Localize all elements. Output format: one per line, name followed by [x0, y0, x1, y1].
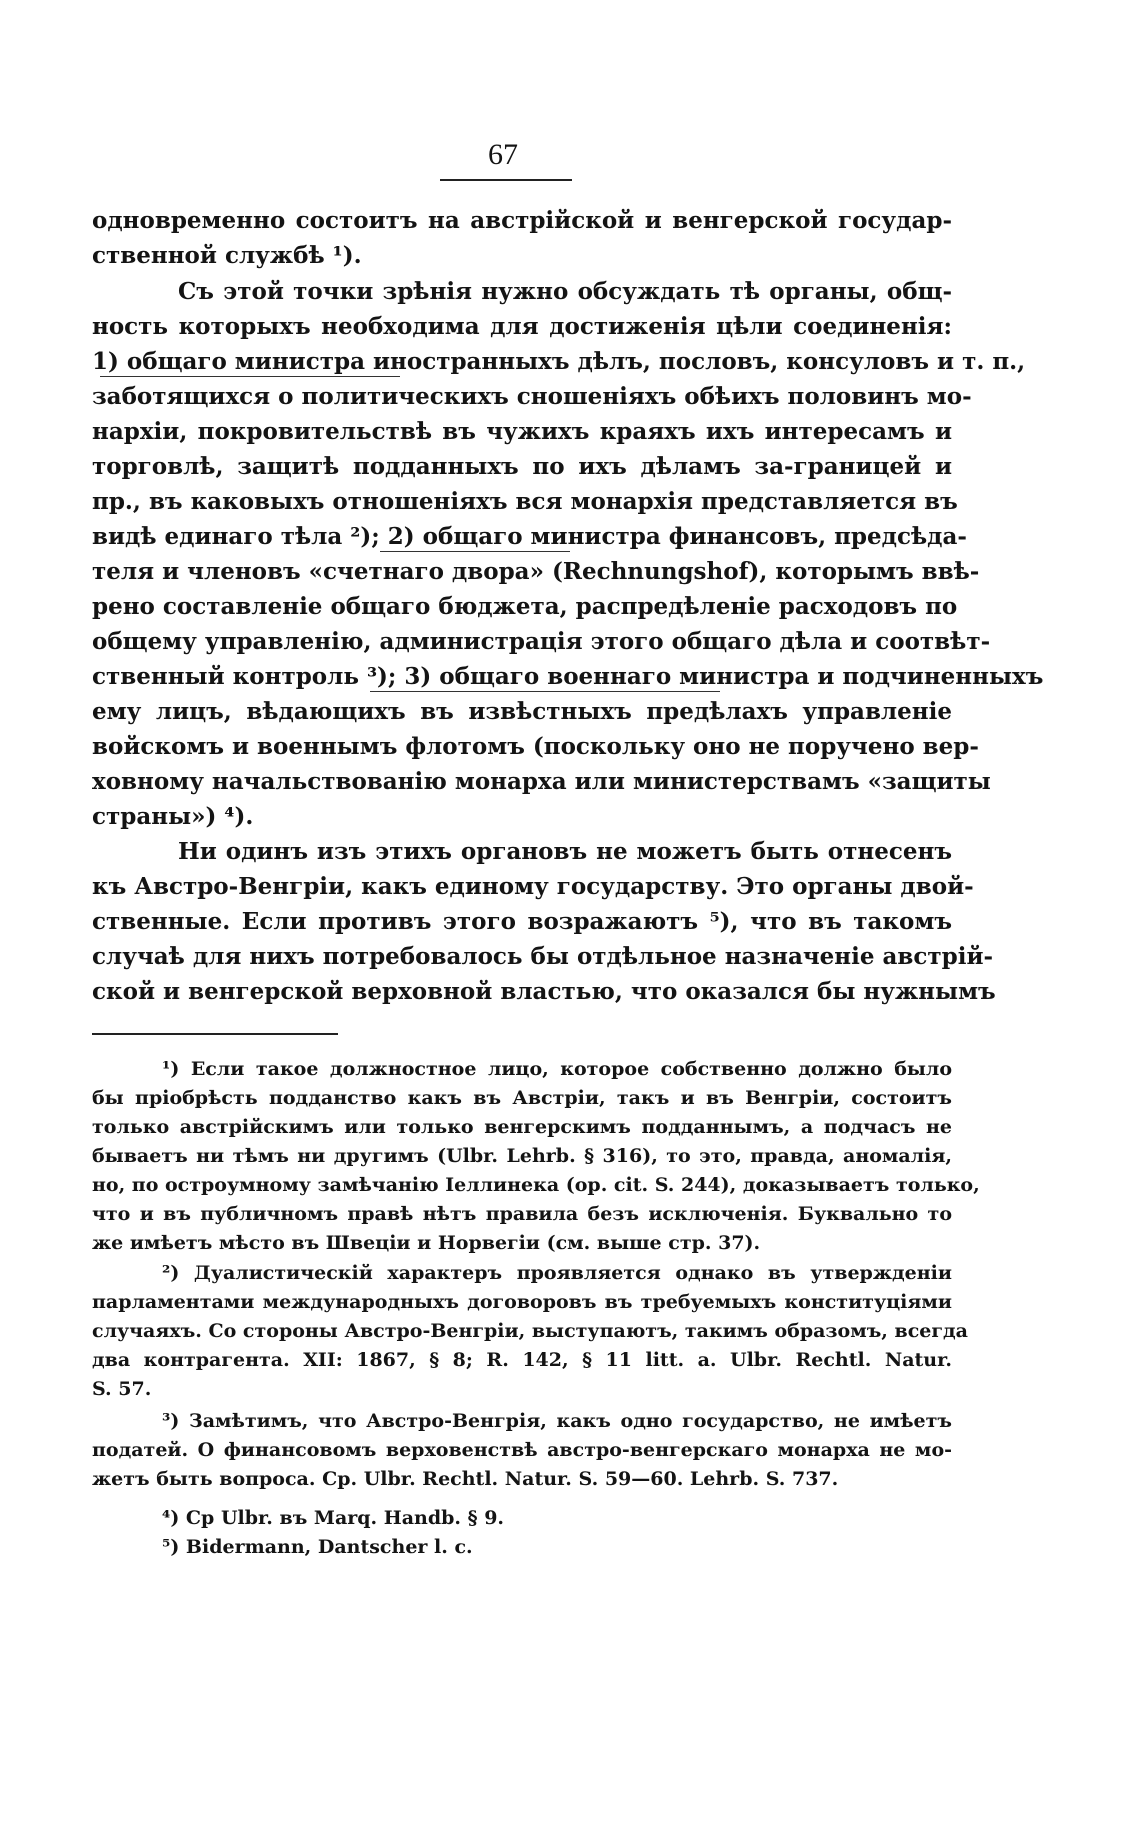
body-line: ему лицъ, вѣдающихъ въ извѣстныхъ предѣлахъ управленіе	[92, 698, 952, 725]
pencil-underline-mark	[100, 376, 400, 377]
body-line: торговлѣ, защитѣ подданныхъ по ихъ дѣламъ за-границей и	[92, 453, 952, 480]
body-line: ственной службѣ ¹).	[92, 242, 362, 269]
footnote-line: два контрагента. XII: 1867, § 8; R. 142, § 11 litt. a. Ulbr. Rechtl. Natur.	[92, 1349, 952, 1371]
body-line: теля и членовъ «счетнаго двора» (Rechnungshof), которымъ ввѣ-	[92, 558, 980, 585]
footnote-rule	[92, 1033, 338, 1035]
body-line: къ Австро-Венгріи, какъ единому государству. Это органы двой-	[92, 873, 974, 900]
footnote-line: S. 57.	[92, 1378, 152, 1400]
footnote-line: что и въ публичномъ правѣ нѣтъ правила безъ исключенія. Буквально то	[92, 1203, 952, 1225]
footnote-line: но, по остроумному замѣчанію Іеллинека (op. cit. S. 244), доказываетъ только,	[92, 1174, 980, 1196]
footnote-line: ²) Дуалистическій характеръ проявляется однако въ утвержденіи	[162, 1262, 952, 1284]
page-number: 67	[488, 138, 518, 171]
header-rule	[440, 179, 572, 181]
footnote-line: ³) Замѣтимъ, что Австро-Венгрія, какъ одно государство, не имѣетъ	[162, 1410, 952, 1432]
body-line: Съ этой точки зрѣнія нужно обсуждать тѣ органы, общ-	[178, 278, 952, 305]
body-line: войскомъ и военнымъ флотомъ (поскольку оно не поручено вер-	[92, 733, 979, 760]
footnote-line: податей. О финансовомъ верховенствѣ австро-венгерскаго монарха не мо-	[92, 1439, 952, 1461]
footnote-line: ¹) Если такое должностное лицо, которое собственно должно было	[162, 1058, 952, 1080]
footnote-line: жетъ быть вопроса. Ср. Ulbr. Rechtl. Natur. S. 59—60. Lehrb. S. 737.	[92, 1468, 839, 1490]
body-line: видѣ единаго тѣла ²); 2) общаго министра финансовъ, предсѣда-	[92, 523, 967, 550]
body-line: рено составленіе общаго бюджета, распредѣленіе расходовъ по	[92, 593, 958, 620]
footnote-line: парламентами международныхъ договоровъ въ требуемыхъ конституціями	[92, 1291, 952, 1313]
footnote-line: бываетъ ни тѣмъ ни другимъ (Ulbr. Lehrb. § 316), то это, правда, аномалія,	[92, 1145, 952, 1167]
body-line: ственный контроль ³); 3) общаго военнаго министра и подчиненныхъ	[92, 663, 1044, 690]
body-line: 1) общаго министра иностранныхъ дѣлъ, пословъ, консуловъ и т. п.,	[92, 348, 1026, 375]
body-line: одновременно состоитъ на австрійской и венгерской государ-	[92, 207, 952, 234]
body-line: ховному начальствованію монарха или министерствамъ «защиты	[92, 768, 991, 795]
pencil-underline-mark	[370, 691, 720, 692]
body-line: Ни одинъ изъ этихъ органовъ не можетъ быть отнесенъ	[178, 838, 952, 865]
footnote-line: случаяхъ. Со стороны Австро-Венгріи, выступаютъ, такимъ образомъ, всегда	[92, 1320, 968, 1342]
body-line: ность которыхъ необходима для достиженія цѣли соединенія:	[92, 313, 952, 340]
footnote-line: же имѣетъ мѣсто въ Швеціи и Норвегіи (см. выше стр. 37).	[92, 1232, 761, 1254]
footnote-line: ⁵) Bidermann, Dantscher l. c.	[162, 1536, 473, 1558]
body-line: пр., въ каковыхъ отношеніяхъ вся монархія представляется въ	[92, 488, 958, 515]
body-line: страны») ⁴).	[92, 803, 254, 830]
footnote-line: только австрійскимъ или только венгерскимъ подданнымъ, а подчасъ не	[92, 1116, 952, 1138]
body-line: ственные. Если противъ этого возражаютъ ⁵), что въ такомъ	[92, 908, 952, 935]
body-line: нархіи, покровительствѣ въ чужихъ краяхъ ихъ интересамъ и	[92, 418, 952, 445]
body-line: случаѣ для нихъ потребовалось бы отдѣльное назначеніе австрій-	[92, 943, 994, 970]
pencil-underline-mark	[380, 551, 570, 552]
footnote-line: бы пріобрѣсть подданство какъ въ Австріи, такъ и въ Венгріи, состоитъ	[92, 1087, 952, 1109]
body-line: заботящихся о политическихъ сношеніяхъ обѣихъ половинъ мо-	[92, 383, 972, 410]
body-line: общему управленію, администрація этого общаго дѣла и соотвѣт-	[92, 628, 991, 655]
footnote-line: ⁴) Ср Ulbr. въ Marq. Handb. § 9.	[162, 1507, 505, 1529]
body-line: ской и венгерской верховной властью, что оказался бы нужнымъ	[92, 978, 996, 1005]
